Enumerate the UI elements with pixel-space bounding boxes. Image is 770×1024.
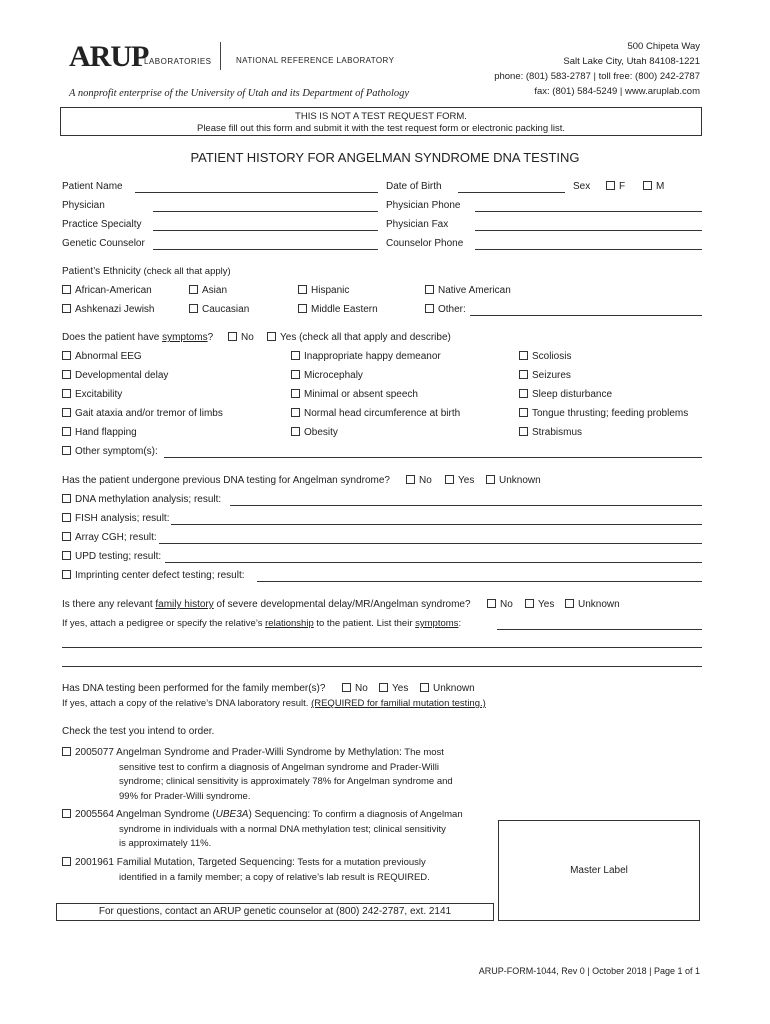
arup-logo: [69, 40, 148, 74]
ethnicity-option[interactable]: Ashkenazi Jewish: [62, 304, 154, 315]
symptom-option[interactable]: Seizures: [519, 370, 571, 381]
test-option-2005077[interactable]: 2005077 Angelman Syndrome and Prader-Willi Syndrome by Methylation: The most sensitive test to confirm a diagnosis of Angelman syndrome and Prader-Willi syndrome; clinical sensitivity is approximately 78% for Angelman syndrome and 99% for Prader-Willi syndrome.: [62, 746, 453, 804]
dna-testing-no-option[interactable]: No: [406, 475, 432, 486]
form-title: PATIENT HISTORY FOR ANGELMAN SYNDROME DNA TESTING: [190, 150, 580, 165]
contact-box: For questions, contact an ARUP genetic counselor at (800) 242-2787, ext. 2141: [56, 903, 494, 921]
symptoms-no-option[interactable]: No: [228, 332, 254, 343]
checkbox-icon[interactable]: [291, 351, 300, 360]
checkbox-icon[interactable]: [525, 599, 534, 608]
family-history-yes-option[interactable]: Yes: [525, 599, 554, 610]
symptom-option[interactable]: Normal head circumference at birth: [291, 408, 460, 419]
checkbox-icon[interactable]: [606, 181, 615, 190]
checkbox-icon[interactable]: [62, 408, 71, 417]
checkbox-icon[interactable]: [298, 285, 307, 294]
symptom-option[interactable]: Obesity: [291, 427, 338, 438]
symptom-option[interactable]: Minimal or absent speech: [291, 389, 418, 400]
symptom-option[interactable]: Developmental delay: [62, 370, 168, 381]
checkbox-icon[interactable]: [62, 857, 71, 866]
dna-testing-yes-option[interactable]: Yes: [445, 475, 474, 486]
patient-name-field[interactable]: [135, 192, 378, 193]
checkbox-icon[interactable]: [62, 494, 71, 503]
sex-label: Sex: [573, 181, 591, 192]
checkbox-icon[interactable]: [62, 446, 71, 455]
checkbox-icon[interactable]: [291, 427, 300, 436]
sex-f-option[interactable]: F: [606, 181, 625, 192]
dna-test-result-field[interactable]: [165, 562, 702, 563]
checkbox-icon[interactable]: [291, 408, 300, 417]
dob-field[interactable]: [458, 192, 565, 193]
family-history-question: Is there any relevant family history of severe developmental delay/MR/Angelman syndrome?: [62, 599, 471, 610]
checkbox-icon[interactable]: [519, 389, 528, 398]
symptom-option[interactable]: Scoliosis: [519, 351, 571, 362]
family-history-no-option[interactable]: No: [487, 599, 513, 610]
address-line-2: Salt Lake City, Utah 84108-1221: [563, 56, 700, 67]
checkbox-icon[interactable]: [62, 427, 71, 436]
dna-testing-unknown-option[interactable]: Unknown: [486, 475, 541, 486]
checkbox-icon[interactable]: [425, 304, 434, 313]
header-divider: [220, 42, 221, 70]
family-history-note: If yes, attach a pedigree or specify the relative’s relationship to the patient. List their symptoms:: [62, 618, 462, 629]
test-option-2001961[interactable]: 2001961 Familial Mutation, Targeted Sequencing: Tests for a mutation previously identified in a family member; a copy of relative’s lab result is REQUIRED.: [62, 856, 430, 885]
ethnicity-other-field[interactable]: [470, 315, 702, 316]
dna-test-result-field[interactable]: [171, 524, 702, 525]
checkbox-icon[interactable]: [519, 408, 528, 417]
checkbox-icon[interactable]: [519, 351, 528, 360]
counselor-phone-field[interactable]: [475, 249, 702, 250]
symptom-other-option[interactable]: Other symptom(s):: [62, 446, 158, 457]
ethnicity-option[interactable]: Hispanic: [298, 285, 349, 296]
dna-test-result-field[interactable]: [159, 543, 702, 544]
ethnicity-option[interactable]: Middle Eastern: [298, 304, 378, 315]
symptom-option[interactable]: Hand flapping: [62, 427, 137, 438]
counselor-phone-label: Counselor Phone: [386, 238, 464, 249]
checkbox-icon[interactable]: [62, 351, 71, 360]
physician-fax-label: Physician Fax: [386, 219, 449, 230]
dob-label: Date of Birth: [386, 181, 442, 192]
notice-box: [60, 107, 702, 136]
checkbox-icon[interactable]: [62, 809, 71, 818]
family-testing-note: If yes, attach a copy of the relative’s DNA laboratory result. (REQUIRED for familial mutation testing.): [62, 698, 486, 709]
physician-phone-field[interactable]: [475, 211, 702, 212]
checkbox-icon[interactable]: [406, 475, 415, 484]
checkbox-icon[interactable]: [291, 370, 300, 379]
address-line-1: 500 Chipeta Way: [627, 41, 700, 52]
checkbox-icon[interactable]: [298, 304, 307, 313]
dna-test-option[interactable]: UPD testing; result:: [62, 551, 161, 562]
checkbox-icon[interactable]: [189, 304, 198, 313]
checkbox-icon[interactable]: [267, 332, 276, 341]
family-history-field[interactable]: [62, 647, 702, 648]
checkbox-icon[interactable]: [189, 285, 198, 294]
checkbox-icon[interactable]: [342, 683, 351, 692]
practice-specialty-label: Practice Specialty: [62, 219, 142, 230]
dna-test-option[interactable]: Array CGH; result:: [62, 532, 157, 543]
ethnicity-option[interactable]: Asian: [189, 285, 227, 296]
genetic-counselor-label: Genetic Counselor: [62, 238, 145, 249]
family-testing-unknown-option[interactable]: Unknown: [420, 683, 475, 694]
checkbox-icon[interactable]: [519, 427, 528, 436]
page-footer: ARUP-FORM-1044, Rev 0 | October 2018 | Page 1 of 1: [478, 966, 700, 976]
org-name: NATIONAL REFERENCE LABORATORY: [236, 56, 395, 65]
master-label-box: Master Label: [498, 820, 700, 921]
notice-line-2: Please fill out this form and submit it with the test request form or electronic packing list.: [196, 123, 566, 134]
ethnicity-heading: Patient’s Ethnicity (check all that apply): [62, 266, 231, 277]
logo-subtitle: LABORATORIES: [144, 57, 212, 66]
checkbox-icon[interactable]: [62, 304, 71, 313]
checkbox-icon[interactable]: [62, 513, 71, 522]
checkbox-icon[interactable]: [228, 332, 237, 341]
symptom-option[interactable]: Tongue thrusting; feeding problems: [519, 408, 688, 419]
symptom-option[interactable]: Inappropriate happy demeanor: [291, 351, 441, 362]
checkbox-icon[interactable]: [379, 683, 388, 692]
practice-specialty-field[interactable]: [153, 230, 378, 231]
physician-label: Physician: [62, 200, 105, 211]
checkbox-icon[interactable]: [643, 181, 652, 190]
checkbox-icon[interactable]: [565, 599, 574, 608]
family-history-unknown-option[interactable]: Unknown: [565, 599, 620, 610]
genetic-counselor-field[interactable]: [153, 249, 378, 250]
checkbox-icon[interactable]: [425, 285, 434, 294]
ethnicity-option[interactable]: Caucasian: [189, 304, 249, 315]
dna-test-result-field[interactable]: [230, 505, 702, 506]
phone-line: phone: (801) 583-2787 | toll free: (800) 242-2787: [494, 71, 700, 82]
symptom-option[interactable]: Strabismus: [519, 427, 582, 438]
family-testing-yes-option[interactable]: Yes: [379, 683, 408, 694]
test-option-2005564[interactable]: 2005564 Angelman Syndrome (UBE3A) Sequencing: To confirm a diagnosis of Angelman syndrome in individuals with a normal DNA methylation test; clinical sensitivity is approximately 11%.: [62, 808, 463, 852]
checkbox-icon[interactable]: [291, 389, 300, 398]
dna-test-option[interactable]: DNA methylation analysis; result:: [62, 494, 221, 505]
symptom-other-field[interactable]: [164, 457, 702, 458]
fax-line: fax: (801) 584-5249 | www.aruplab.com: [534, 86, 700, 97]
dna-test-option[interactable]: FISH analysis; result:: [62, 513, 169, 524]
tests-heading: Check the test you intend to order.: [62, 726, 215, 737]
symptoms-yes-option[interactable]: Yes (check all that apply and describe): [267, 332, 451, 343]
physician-field[interactable]: [153, 211, 378, 212]
symptom-option[interactable]: Microcephaly: [291, 370, 363, 381]
checkbox-icon[interactable]: [445, 475, 454, 484]
checkbox-icon[interactable]: [62, 747, 71, 756]
family-history-field[interactable]: [62, 666, 702, 667]
symptom-option[interactable]: Sleep disturbance: [519, 389, 612, 400]
symptom-option[interactable]: Gait ataxia and/or tremor of limbs: [62, 408, 223, 419]
dna-testing-question: Has the patient undergone previous DNA testing for Angelman syndrome?: [62, 475, 390, 486]
notice-line-1: THIS IS NOT A TEST REQUEST FORM.: [295, 111, 467, 122]
checkbox-icon[interactable]: [62, 532, 71, 541]
patient-name-label: Patient Name: [62, 181, 123, 192]
physician-phone-label: Physician Phone: [386, 200, 461, 211]
dna-test-option[interactable]: Imprinting center defect testing; result:: [62, 570, 245, 581]
checkbox-icon[interactable]: [487, 599, 496, 608]
checkbox-icon[interactable]: [486, 475, 495, 484]
family-testing-no-option[interactable]: No: [342, 683, 368, 694]
checkbox-icon[interactable]: [62, 370, 71, 379]
dna-test-result-field[interactable]: [257, 581, 702, 582]
checkbox-icon[interactable]: [62, 389, 71, 398]
symptom-option[interactable]: Abnormal EEG: [62, 351, 142, 362]
family-testing-question: Has DNA testing been performed for the family member(s)?: [62, 683, 326, 694]
checkbox-icon[interactable]: [62, 285, 71, 294]
tagline: A nonprofit enterprise of the University of Utah and its Department of Pathology: [69, 88, 410, 99]
ethnicity-option[interactable]: Native American: [425, 285, 511, 296]
checkbox-icon[interactable]: [519, 370, 528, 379]
checkbox-icon[interactable]: [420, 683, 429, 692]
ethnicity-option-other[interactable]: Other:: [425, 304, 466, 315]
physician-fax-field[interactable]: [475, 230, 702, 231]
symptoms-question: Does the patient have symptoms?: [62, 332, 214, 343]
family-history-field[interactable]: [497, 629, 702, 630]
checkbox-icon[interactable]: [62, 570, 71, 579]
ethnicity-option[interactable]: African-American: [62, 285, 152, 296]
sex-m-option[interactable]: M: [643, 181, 664, 192]
checkbox-icon[interactable]: [62, 551, 71, 560]
logo-wordmark: ARUP: [69, 40, 149, 73]
symptom-option[interactable]: Excitability: [62, 389, 122, 400]
